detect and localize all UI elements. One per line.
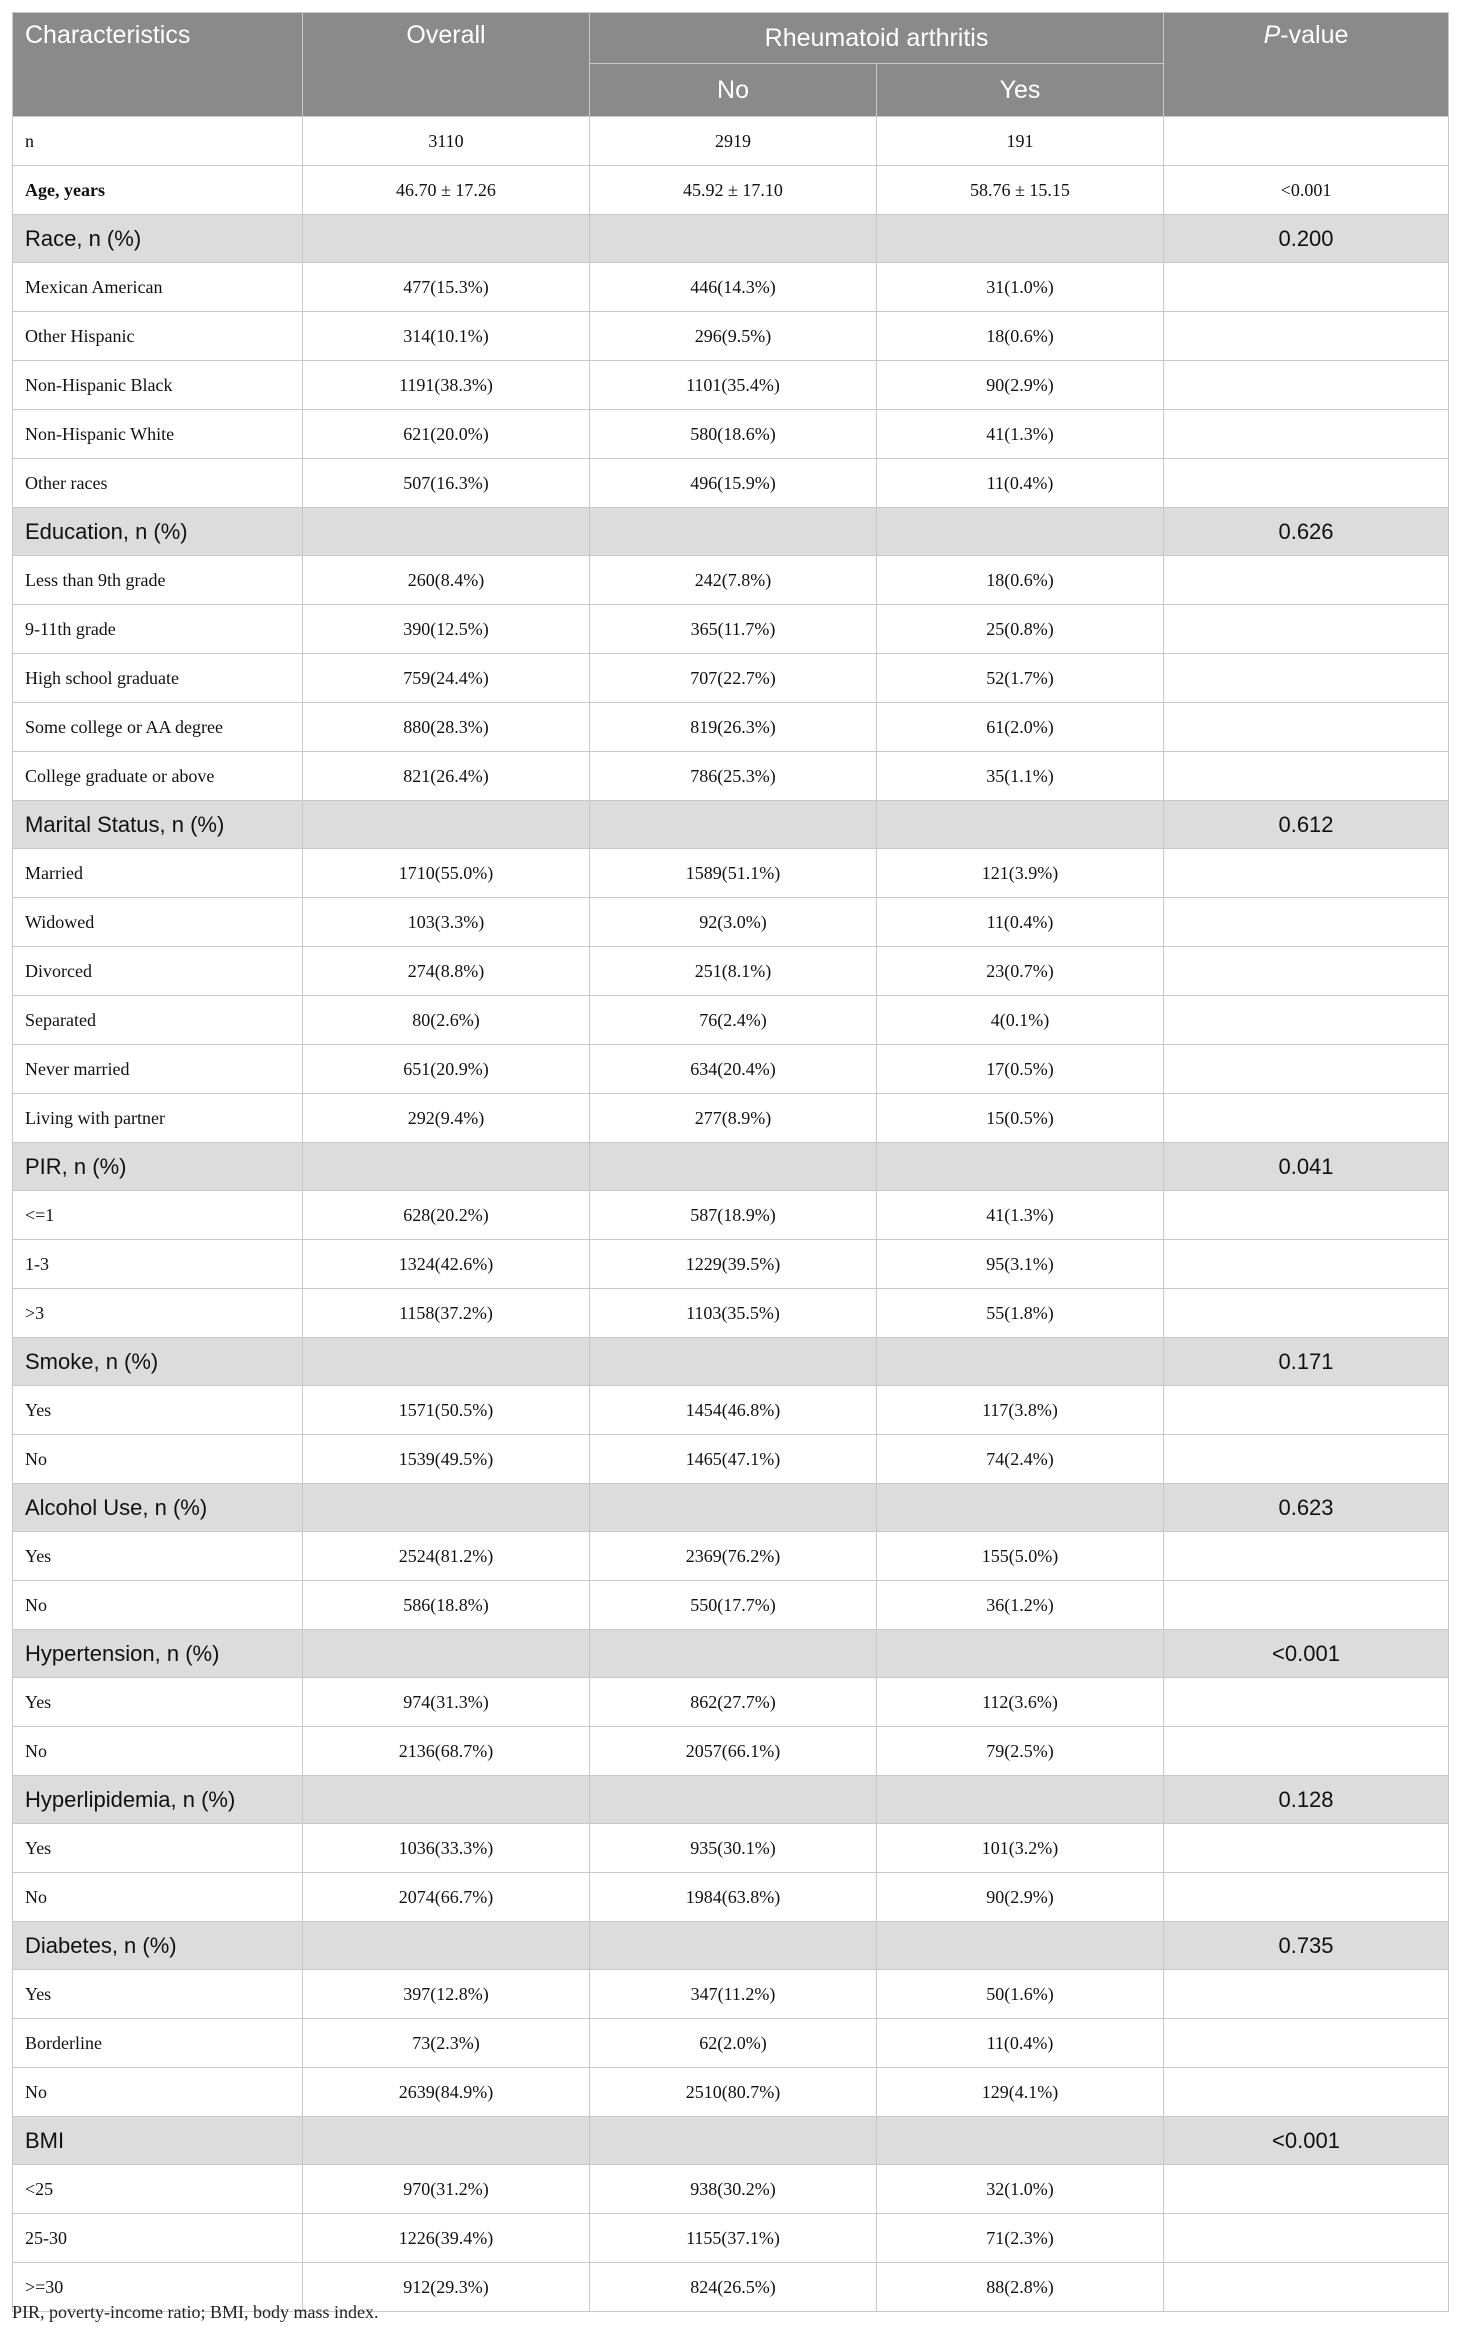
yes-ra-cell: 36(1.2%) bbox=[877, 1581, 1164, 1630]
row-label: Yes bbox=[13, 1532, 303, 1581]
row-label: Non-Hispanic White bbox=[13, 410, 303, 459]
table-row bbox=[13, 1191, 1449, 1240]
section-label: Diabetes, n (%) bbox=[13, 1922, 303, 1970]
table-row bbox=[13, 947, 1449, 996]
header-rheumatoid-arthritis: Rheumatoid arthritis bbox=[590, 13, 1164, 64]
table-row bbox=[13, 898, 1449, 947]
no-ra-cell: 2919 bbox=[590, 117, 877, 166]
row-label: 1-3 bbox=[13, 1240, 303, 1289]
p-value-cell: <0.001 bbox=[1164, 1630, 1449, 1678]
overall-cell: 2136(68.7%) bbox=[303, 1727, 590, 1776]
yes-ra-cell: 41(1.3%) bbox=[877, 1191, 1164, 1240]
row-label: >3 bbox=[13, 1289, 303, 1338]
p-value-cell bbox=[1164, 2068, 1449, 2117]
no-ra-cell: 62(2.0%) bbox=[590, 2019, 877, 2068]
p-value-cell bbox=[1164, 361, 1449, 410]
table-row bbox=[13, 654, 1449, 703]
p-value-cell bbox=[1164, 2165, 1449, 2214]
p-value-cell bbox=[1164, 1289, 1449, 1338]
p-value-cell bbox=[1164, 752, 1449, 801]
overall-cell: 1571(50.5%) bbox=[303, 1386, 590, 1435]
yes-ra-cell: 18(0.6%) bbox=[877, 556, 1164, 605]
no-ra-cell: 786(25.3%) bbox=[590, 752, 877, 801]
header-characteristics: Characteristics bbox=[13, 13, 303, 117]
no-ra-cell: 935(30.1%) bbox=[590, 1824, 877, 1873]
no-ra-cell: 824(26.5%) bbox=[590, 2263, 877, 2312]
no-ra-cell: 242(7.8%) bbox=[590, 556, 877, 605]
section-row bbox=[13, 1776, 1449, 1824]
no-ra-cell: 1589(51.1%) bbox=[590, 849, 877, 898]
overall-cell bbox=[303, 801, 590, 849]
no-ra-cell: 2369(76.2%) bbox=[590, 1532, 877, 1581]
p-value-cell bbox=[1164, 556, 1449, 605]
yes-cell bbox=[877, 801, 1164, 849]
no-ra-cell: 277(8.9%) bbox=[590, 1094, 877, 1143]
overall-cell: 73(2.3%) bbox=[303, 2019, 590, 2068]
table-row bbox=[13, 1678, 1449, 1727]
table-row bbox=[13, 1094, 1449, 1143]
yes-ra-cell: 11(0.4%) bbox=[877, 898, 1164, 947]
p-value-cell bbox=[1164, 1581, 1449, 1630]
no-ra-cell: 296(9.5%) bbox=[590, 312, 877, 361]
table-row bbox=[13, 459, 1449, 508]
row-label: <=1 bbox=[13, 1191, 303, 1240]
overall-cell bbox=[303, 1630, 590, 1678]
yes-ra-cell: 31(1.0%) bbox=[877, 263, 1164, 312]
overall-cell: 912(29.3%) bbox=[303, 2263, 590, 2312]
p-value-cell: 0.735 bbox=[1164, 1922, 1449, 1970]
yes-ra-cell: 23(0.7%) bbox=[877, 947, 1164, 996]
p-value-cell bbox=[1164, 996, 1449, 1045]
section-label: PIR, n (%) bbox=[13, 1143, 303, 1191]
yes-ra-cell: 129(4.1%) bbox=[877, 2068, 1164, 2117]
row-label: Other Hispanic bbox=[13, 312, 303, 361]
row-label: 25-30 bbox=[13, 2214, 303, 2263]
section-label: Smoke, n (%) bbox=[13, 1338, 303, 1386]
p-value-cell: 0.171 bbox=[1164, 1338, 1449, 1386]
overall-cell: 507(16.3%) bbox=[303, 459, 590, 508]
row-label: Living with partner bbox=[13, 1094, 303, 1143]
table-row bbox=[13, 1727, 1449, 1776]
overall-cell: 2639(84.9%) bbox=[303, 2068, 590, 2117]
p-value-cell bbox=[1164, 898, 1449, 947]
overall-cell: 880(28.3%) bbox=[303, 703, 590, 752]
p-value-cell: <0.001 bbox=[1164, 2117, 1449, 2165]
table-footnote: PIR, poverty-income ratio; BMI, body mass index. bbox=[12, 2302, 379, 2322]
yes-ra-cell: 95(3.1%) bbox=[877, 1240, 1164, 1289]
yes-ra-cell: 71(2.3%) bbox=[877, 2214, 1164, 2263]
p-value-cell bbox=[1164, 1435, 1449, 1484]
p-value-cell bbox=[1164, 2019, 1449, 2068]
overall-cell bbox=[303, 1922, 590, 1970]
table-body bbox=[13, 117, 1449, 2312]
section-row bbox=[13, 508, 1449, 556]
table-row bbox=[13, 1824, 1449, 1873]
p-value-cell bbox=[1164, 1094, 1449, 1143]
p-value-cell bbox=[1164, 849, 1449, 898]
table-row bbox=[13, 1873, 1449, 1922]
row-label: n bbox=[13, 117, 303, 166]
no-cell bbox=[590, 1143, 877, 1191]
yes-ra-cell: 90(2.9%) bbox=[877, 1873, 1164, 1922]
row-label: Non-Hispanic Black bbox=[13, 361, 303, 410]
overall-cell bbox=[303, 1338, 590, 1386]
no-ra-cell: 550(17.7%) bbox=[590, 1581, 877, 1630]
no-ra-cell: 251(8.1%) bbox=[590, 947, 877, 996]
p-value-cell bbox=[1164, 410, 1449, 459]
overall-cell: 628(20.2%) bbox=[303, 1191, 590, 1240]
table-row bbox=[13, 752, 1449, 801]
overall-cell: 3110 bbox=[303, 117, 590, 166]
table-row bbox=[13, 2019, 1449, 2068]
no-ra-cell: 938(30.2%) bbox=[590, 2165, 877, 2214]
no-ra-cell: 1101(35.4%) bbox=[590, 361, 877, 410]
table-row bbox=[13, 1289, 1449, 1338]
p-value-cell bbox=[1164, 1045, 1449, 1094]
overall-cell: 621(20.0%) bbox=[303, 410, 590, 459]
table-row bbox=[13, 1435, 1449, 1484]
header-overall: Overall bbox=[303, 13, 590, 117]
yes-ra-cell: 58.76 ± 15.15 bbox=[877, 166, 1164, 215]
p-value-cell bbox=[1164, 2214, 1449, 2263]
header-p-letter: P bbox=[1263, 21, 1281, 49]
no-ra-cell: 45.92 ± 17.10 bbox=[590, 166, 877, 215]
yes-ra-cell: 35(1.1%) bbox=[877, 752, 1164, 801]
yes-cell bbox=[877, 215, 1164, 263]
no-ra-cell: 1103(35.5%) bbox=[590, 1289, 877, 1338]
overall-cell: 586(18.8%) bbox=[303, 1581, 590, 1630]
section-label: Hyperlipidemia, n (%) bbox=[13, 1776, 303, 1824]
p-value-cell bbox=[1164, 1240, 1449, 1289]
p-value-cell: 0.623 bbox=[1164, 1484, 1449, 1532]
overall-cell: 2074(66.7%) bbox=[303, 1873, 590, 1922]
yes-ra-cell: 90(2.9%) bbox=[877, 361, 1164, 410]
p-value-cell bbox=[1164, 1191, 1449, 1240]
no-ra-cell: 347(11.2%) bbox=[590, 1970, 877, 2019]
row-label: Never married bbox=[13, 1045, 303, 1094]
overall-cell: 1710(55.0%) bbox=[303, 849, 590, 898]
overall-cell: 314(10.1%) bbox=[303, 312, 590, 361]
p-value-cell bbox=[1164, 1532, 1449, 1581]
p-value-cell: 0.626 bbox=[1164, 508, 1449, 556]
row-label: Borderline bbox=[13, 2019, 303, 2068]
table-row bbox=[13, 166, 1449, 215]
p-value-cell bbox=[1164, 1970, 1449, 2019]
p-value-cell bbox=[1164, 1386, 1449, 1435]
p-value-cell bbox=[1164, 312, 1449, 361]
yes-ra-cell: 191 bbox=[877, 117, 1164, 166]
row-label: No bbox=[13, 1873, 303, 1922]
overall-cell: 1036(33.3%) bbox=[303, 1824, 590, 1873]
overall-cell: 274(8.8%) bbox=[303, 947, 590, 996]
row-label: Age, years bbox=[13, 166, 303, 215]
p-value-cell: 0.041 bbox=[1164, 1143, 1449, 1191]
row-label: Mexican American bbox=[13, 263, 303, 312]
yes-ra-cell: 79(2.5%) bbox=[877, 1727, 1164, 1776]
row-label: High school graduate bbox=[13, 654, 303, 703]
section-label: Race, n (%) bbox=[13, 215, 303, 263]
yes-ra-cell: 4(0.1%) bbox=[877, 996, 1164, 1045]
section-row bbox=[13, 1484, 1449, 1532]
no-cell bbox=[590, 801, 877, 849]
row-label: Yes bbox=[13, 1678, 303, 1727]
no-ra-cell: 496(15.9%) bbox=[590, 459, 877, 508]
yes-ra-cell: 32(1.0%) bbox=[877, 2165, 1164, 2214]
row-label: Yes bbox=[13, 1386, 303, 1435]
yes-cell bbox=[877, 2117, 1164, 2165]
no-ra-cell: 862(27.7%) bbox=[590, 1678, 877, 1727]
yes-ra-cell: 117(3.8%) bbox=[877, 1386, 1164, 1435]
no-ra-cell: 2057(66.1%) bbox=[590, 1727, 877, 1776]
no-cell bbox=[590, 215, 877, 263]
p-value-cell bbox=[1164, 263, 1449, 312]
section-row bbox=[13, 2117, 1449, 2165]
p-value-cell bbox=[1164, 117, 1449, 166]
overall-cell: 1226(39.4%) bbox=[303, 2214, 590, 2263]
row-label: Married bbox=[13, 849, 303, 898]
overall-cell: 477(15.3%) bbox=[303, 263, 590, 312]
row-label: Widowed bbox=[13, 898, 303, 947]
header-p-value bbox=[1164, 13, 1449, 117]
no-ra-cell: 76(2.4%) bbox=[590, 996, 877, 1045]
row-label: No bbox=[13, 2068, 303, 2117]
table-row bbox=[13, 361, 1449, 410]
no-ra-cell: 92(3.0%) bbox=[590, 898, 877, 947]
row-label: <25 bbox=[13, 2165, 303, 2214]
overall-cell: 390(12.5%) bbox=[303, 605, 590, 654]
p-value-cell bbox=[1164, 1873, 1449, 1922]
p-value-cell bbox=[1164, 605, 1449, 654]
yes-ra-cell: 74(2.4%) bbox=[877, 1435, 1164, 1484]
table-row bbox=[13, 2214, 1449, 2263]
row-label: College graduate or above bbox=[13, 752, 303, 801]
no-ra-cell: 365(11.7%) bbox=[590, 605, 877, 654]
no-ra-cell: 707(22.7%) bbox=[590, 654, 877, 703]
p-value-cell bbox=[1164, 947, 1449, 996]
overall-cell: 1191(38.3%) bbox=[303, 361, 590, 410]
overall-cell bbox=[303, 2117, 590, 2165]
overall-cell: 970(31.2%) bbox=[303, 2165, 590, 2214]
row-label: Some college or AA degree bbox=[13, 703, 303, 752]
row-label: No bbox=[13, 1727, 303, 1776]
table-row bbox=[13, 605, 1449, 654]
section-label: Alcohol Use, n (%) bbox=[13, 1484, 303, 1532]
table-row bbox=[13, 703, 1449, 752]
no-ra-cell: 1465(47.1%) bbox=[590, 1435, 877, 1484]
overall-cell: 651(20.9%) bbox=[303, 1045, 590, 1094]
yes-ra-cell: 55(1.8%) bbox=[877, 1289, 1164, 1338]
table-row bbox=[13, 410, 1449, 459]
yes-ra-cell: 41(1.3%) bbox=[877, 410, 1164, 459]
yes-ra-cell: 17(0.5%) bbox=[877, 1045, 1164, 1094]
table-row bbox=[13, 1532, 1449, 1581]
table-row bbox=[13, 849, 1449, 898]
overall-cell bbox=[303, 215, 590, 263]
table-row bbox=[13, 1240, 1449, 1289]
section-label: Education, n (%) bbox=[13, 508, 303, 556]
table-row bbox=[13, 1045, 1449, 1094]
p-value-cell bbox=[1164, 1727, 1449, 1776]
no-ra-cell: 819(26.3%) bbox=[590, 703, 877, 752]
overall-cell: 103(3.3%) bbox=[303, 898, 590, 947]
row-label: No bbox=[13, 1581, 303, 1630]
row-label: No bbox=[13, 1435, 303, 1484]
section-label: Marital Status, n (%) bbox=[13, 801, 303, 849]
table-row bbox=[13, 1386, 1449, 1435]
p-value-cell bbox=[1164, 2263, 1449, 2312]
yes-ra-cell: 11(0.4%) bbox=[877, 2019, 1164, 2068]
yes-cell bbox=[877, 1338, 1164, 1386]
section-label: BMI bbox=[13, 2117, 303, 2165]
p-value-cell: 0.612 bbox=[1164, 801, 1449, 849]
no-cell bbox=[590, 1338, 877, 1386]
no-ra-cell: 446(14.3%) bbox=[590, 263, 877, 312]
overall-cell bbox=[303, 1484, 590, 1532]
section-row bbox=[13, 215, 1449, 263]
section-row bbox=[13, 1630, 1449, 1678]
row-label: Less than 9th grade bbox=[13, 556, 303, 605]
header-yes: Yes bbox=[877, 64, 1164, 117]
yes-ra-cell: 18(0.6%) bbox=[877, 312, 1164, 361]
yes-ra-cell: 52(1.7%) bbox=[877, 654, 1164, 703]
row-label: >=30 bbox=[13, 2263, 303, 2312]
no-cell bbox=[590, 1630, 877, 1678]
overall-cell: 759(24.4%) bbox=[303, 654, 590, 703]
no-cell bbox=[590, 2117, 877, 2165]
table-row bbox=[13, 996, 1449, 1045]
section-row bbox=[13, 801, 1449, 849]
no-ra-cell: 1454(46.8%) bbox=[590, 1386, 877, 1435]
yes-cell bbox=[877, 1630, 1164, 1678]
overall-cell: 397(12.8%) bbox=[303, 1970, 590, 2019]
no-cell bbox=[590, 1484, 877, 1532]
no-ra-cell: 1229(39.5%) bbox=[590, 1240, 877, 1289]
no-cell bbox=[590, 508, 877, 556]
overall-cell bbox=[303, 1776, 590, 1824]
yes-ra-cell: 101(3.2%) bbox=[877, 1824, 1164, 1873]
table-header-row bbox=[13, 13, 1449, 64]
yes-cell bbox=[877, 1484, 1164, 1532]
row-label: Other races bbox=[13, 459, 303, 508]
overall-cell: 821(26.4%) bbox=[303, 752, 590, 801]
section-row bbox=[13, 1338, 1449, 1386]
table-row bbox=[13, 117, 1449, 166]
no-cell bbox=[590, 1922, 877, 1970]
no-ra-cell: 634(20.4%) bbox=[590, 1045, 877, 1094]
row-label: Divorced bbox=[13, 947, 303, 996]
no-ra-cell: 2510(80.7%) bbox=[590, 2068, 877, 2117]
p-value-cell: 0.128 bbox=[1164, 1776, 1449, 1824]
row-label: 9-11th grade bbox=[13, 605, 303, 654]
no-cell bbox=[590, 1776, 877, 1824]
overall-cell: 260(8.4%) bbox=[303, 556, 590, 605]
no-ra-cell: 1155(37.1%) bbox=[590, 2214, 877, 2263]
p-value-cell bbox=[1164, 1824, 1449, 1873]
section-row bbox=[13, 1922, 1449, 1970]
p-value-cell bbox=[1164, 1678, 1449, 1727]
yes-ra-cell: 121(3.9%) bbox=[877, 849, 1164, 898]
overall-cell bbox=[303, 1143, 590, 1191]
yes-ra-cell: 88(2.8%) bbox=[877, 2263, 1164, 2312]
row-label: Yes bbox=[13, 1970, 303, 2019]
overall-cell: 1158(37.2%) bbox=[303, 1289, 590, 1338]
overall-cell: 1539(49.5%) bbox=[303, 1435, 590, 1484]
p-value-cell bbox=[1164, 703, 1449, 752]
header-no: No bbox=[590, 64, 877, 117]
p-value-cell: 0.200 bbox=[1164, 215, 1449, 263]
overall-cell: 80(2.6%) bbox=[303, 996, 590, 1045]
yes-ra-cell: 50(1.6%) bbox=[877, 1970, 1164, 2019]
yes-ra-cell: 61(2.0%) bbox=[877, 703, 1164, 752]
table-row bbox=[13, 1970, 1449, 2019]
no-ra-cell: 580(18.6%) bbox=[590, 410, 877, 459]
table-row bbox=[13, 556, 1449, 605]
yes-ra-cell: 112(3.6%) bbox=[877, 1678, 1164, 1727]
overall-cell: 1324(42.6%) bbox=[303, 1240, 590, 1289]
yes-cell bbox=[877, 508, 1164, 556]
yes-cell bbox=[877, 1776, 1164, 1824]
yes-cell bbox=[877, 1143, 1164, 1191]
table-row bbox=[13, 263, 1449, 312]
overall-cell: 2524(81.2%) bbox=[303, 1532, 590, 1581]
row-label: Separated bbox=[13, 996, 303, 1045]
table-row bbox=[13, 312, 1449, 361]
yes-ra-cell: 25(0.8%) bbox=[877, 605, 1164, 654]
table-row bbox=[13, 2165, 1449, 2214]
overall-cell: 46.70 ± 17.26 bbox=[303, 166, 590, 215]
section-row bbox=[13, 1143, 1449, 1191]
table-row bbox=[13, 2068, 1449, 2117]
yes-ra-cell: 11(0.4%) bbox=[877, 459, 1164, 508]
yes-ra-cell: 155(5.0%) bbox=[877, 1532, 1164, 1581]
characteristics-table bbox=[12, 12, 1449, 2312]
overall-cell: 292(9.4%) bbox=[303, 1094, 590, 1143]
overall-cell bbox=[303, 508, 590, 556]
no-ra-cell: 1984(63.8%) bbox=[590, 1873, 877, 1922]
yes-ra-cell: 15(0.5%) bbox=[877, 1094, 1164, 1143]
overall-cell: 974(31.3%) bbox=[303, 1678, 590, 1727]
p-value-cell bbox=[1164, 459, 1449, 508]
section-label: Hypertension, n (%) bbox=[13, 1630, 303, 1678]
header-p-suffix: -value bbox=[1280, 21, 1349, 49]
no-ra-cell: 587(18.9%) bbox=[590, 1191, 877, 1240]
p-value-cell bbox=[1164, 654, 1449, 703]
yes-cell bbox=[877, 1922, 1164, 1970]
table-row bbox=[13, 1581, 1449, 1630]
p-value-cell: <0.001 bbox=[1164, 166, 1449, 215]
row-label: Yes bbox=[13, 1824, 303, 1873]
